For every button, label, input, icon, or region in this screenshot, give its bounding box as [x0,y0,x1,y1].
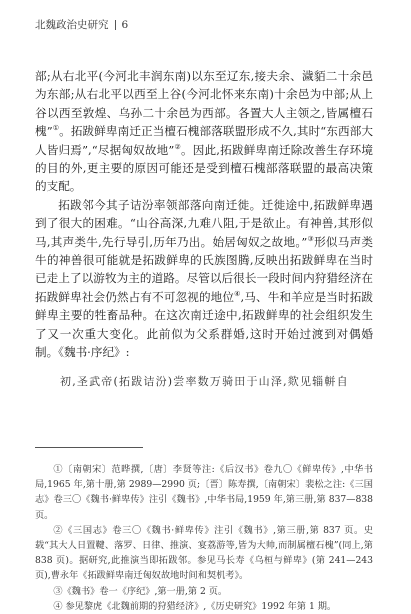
paragraph-2-part-c: ,马、牛和羊应是当时拓跋鲜卑主要的牲畜品种。在这次南迁途中,拓跋鲜卑的社会组织发生了又一次重大变化。此前似为父系群婚,这时开始过渡到对偶婚制。《魏书·序纪》: [35,289,374,360]
header-divider [115,20,116,30]
page-number: 6 [121,18,129,31]
footnote-2: ②《三国志》卷三〇《魏书·鲜卑传》注引《魏书》,第三册,第 837 页。史载“其大人日置鞬、落罗、日律、推演、宴荔游等,皆为大帅,而制属檀石槐”(同上,第 838 页)。据研究,此推演当即拓跋邻。参见马长寿《乌桓与鲜卑》(第 241—243 页),曹永年《拓跋鲜卑南迁匈奴故地时间和契机考》。 [35,524,373,582]
block-quote: 初,圣武帝(拓跋诘汾)尝率数万骑田于山泽,欻见辎軿自 [60,375,349,388]
paragraph-1-part-a: 部;从右北平(今河北丰润东南)以东至辽东,接夫余、濊貊二十余邑为东部;从右北平以西至上谷(今河北怀来东南)十余邑为中部;从上谷以西至敦煌、乌孙二十余邑为西部。各置大人主领之,皆属檀石槐” [35,69,373,139]
paragraph-1-part-b: 。拓跋鲜卑南迁正当檀石槐部落联盟形成不久,其时“东西部大人皆归焉”,“尽据匈奴故地” [35,124,373,157]
footnote-ref-3[interactable]: ③ [307,234,315,243]
footnotes [35,462,373,614]
paragraph-1-part-c: 。因此,拓跋鲜卑南迁除改善生存环境的目的外,更主要的原因可能还是受到檀石槐部落联盟的最高决策的支配。 [35,142,374,194]
paragraph-1 [35,67,373,196]
footnote-ref-4[interactable]: ④ [234,290,241,299]
paragraph-2-part-b: 形似马声类牛的神兽很可能就是拓跋鲜卑的氏族图腾,反映出拓跋鲜卑在当时已走上了以游牧为主的道路。尽管以后很长一段时间内狩猎经济在拓跋鲜卑社会仍然占有不可忽视的地位 [35,234,373,304]
footnote-ref-1[interactable]: ① [52,124,60,133]
running-header [35,17,128,32]
main-text [35,67,373,362]
paragraph-2-part-a: 拓跋邻今其子诘汾率领部落向南迁徙。迁徙途中,拓跋鲜卑遇到了很大的困难。“山谷高深,九难八阻,于是欲止。有神兽,其形似马,其声类牛,先行导引,历年乃出。始居匈奴之故地。” [35,197,373,249]
footnote-ref-2[interactable]: ② [174,142,181,151]
footnote-divider [35,447,143,448]
footnote-3: ③《魏书》卷一《序纪》,第一册,第 2 页。 [53,585,228,597]
book-title: 北魏政治史研究 [35,19,109,31]
footnote-1: ①〔南朝宋〕范晔撰,〔唐〕李贤等注:《后汉书》卷九〇《鲜卑传》,中华书局,1965 年,第十册,第 2989—2990 页;〔晋〕陈寿撰,〔南朝宋〕裴松之注:《三国志》卷三〇《魏书·鲜卑传》注引《魏书》,中华书局,1959 年,第三册,第 837—838 页。 [35,464,373,521]
paragraph-2 [35,196,373,362]
footnote-4: ④ 参见黎虎《北魏前期的狩猎经济》,《历史研究》1992 年第 1 期。 [53,600,337,612]
